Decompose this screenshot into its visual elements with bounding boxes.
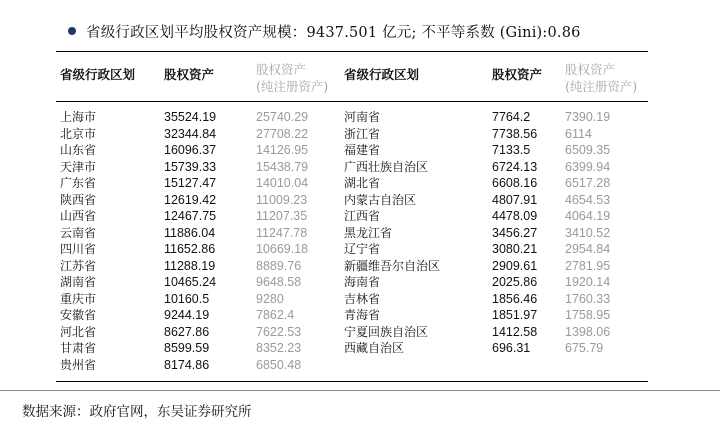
equity-cell: 2025.86	[492, 275, 538, 289]
province-cell: 黑龙江省	[344, 225, 393, 240]
equity-cell: 8627.86	[164, 324, 210, 339]
registered-equity-cell: 7862.4	[256, 308, 295, 322]
equity-cell: 11288.19	[164, 258, 216, 273]
table-row	[56, 208, 648, 225]
header-registered-right: 股权资产 (纯注册资产)	[561, 52, 648, 102]
equity-cell: 15739.33	[164, 159, 217, 174]
province-cell: 陕西省	[60, 192, 97, 207]
table-row	[56, 258, 648, 275]
registered-equity-cell: 4654.53	[565, 192, 611, 207]
equity-cell: 4807.91	[492, 192, 538, 207]
equity-cell: 9244.19	[164, 308, 210, 322]
registered-equity-cell: 1398.06	[565, 324, 611, 339]
registered-equity-cell: 675.79	[565, 341, 604, 355]
registered-equity-cell: 25740.29	[256, 110, 309, 124]
registered-equity-cell: 4064.19	[565, 209, 611, 223]
province-cell: 甘肃省	[60, 341, 97, 355]
province-cell: 安徽省	[60, 308, 97, 322]
registered-equity-cell: 3410.52	[565, 225, 611, 240]
table-row	[56, 291, 648, 308]
province-cell: 江苏省	[60, 258, 97, 273]
province-cell: 内蒙古自治区	[344, 192, 417, 207]
equity-cell: 16096.37	[164, 143, 217, 157]
table-row	[56, 126, 648, 143]
table-row	[56, 192, 648, 209]
registered-equity-cell: 6509.35	[565, 143, 611, 157]
province-cell: 贵州省	[60, 357, 97, 372]
equity-cell: 3456.27	[492, 225, 538, 240]
province-cell: 山西省	[60, 209, 97, 223]
registered-equity-cell: 1920.14	[565, 275, 611, 289]
table-row	[56, 225, 648, 242]
equity-cell	[488, 357, 561, 382]
province-cell: 辽宁省	[344, 242, 381, 256]
equity-cell: 12619.42	[164, 192, 217, 207]
table-row	[56, 274, 648, 291]
province-cell: 湖北省	[344, 176, 381, 190]
province-cell: 湖南省	[60, 275, 97, 289]
registered-equity-cell: 14126.95	[256, 143, 309, 157]
table-row	[56, 340, 648, 357]
registered-equity-cell: 15438.79	[256, 159, 309, 174]
table-row	[56, 102, 648, 126]
equity-cell: 6608.16	[492, 176, 538, 190]
province-cell: 海南省	[344, 275, 381, 289]
equity-cell: 12467.75	[164, 209, 217, 223]
province-cell: 云南省	[60, 225, 97, 240]
registered-equity-cell: 9280	[256, 291, 284, 306]
equity-cell: 1412.58	[492, 324, 538, 339]
province-cell	[340, 357, 488, 382]
province-cell: 上海市	[60, 110, 97, 124]
registered-equity-cell: 1760.33	[565, 291, 611, 306]
header-registered-left: 股权资产 (纯注册资产)	[252, 52, 340, 102]
registered-equity-cell: 11207.35	[256, 209, 308, 223]
equity-table	[56, 51, 648, 382]
registered-equity-cell: 10669.18	[256, 242, 309, 256]
registered-equity-cell: 2954.84	[565, 242, 611, 256]
equity-cell: 35524.19	[164, 110, 217, 124]
province-cell: 江西省	[344, 209, 381, 223]
registered-equity-cell	[561, 357, 648, 382]
province-cell: 浙江省	[344, 126, 381, 141]
registered-equity-cell: 11009.23	[256, 192, 308, 207]
table-row	[56, 324, 648, 341]
table-row	[56, 307, 648, 324]
equity-cell: 6724.13	[492, 159, 538, 174]
registered-equity-cell: 1758.95	[565, 308, 611, 322]
equity-cell: 1851.97	[492, 308, 538, 322]
equity-cell: 7764.2	[492, 110, 531, 124]
equity-cell: 3080.21	[492, 242, 538, 256]
equity-cell: 4478.09	[492, 209, 538, 223]
province-cell: 福建省	[344, 143, 381, 157]
table-title: 省级行政区划平均股权资产规模：9437.501 亿元; 不平等系数 (Gini):0.86	[86, 24, 581, 41]
registered-equity-cell: 8352.23	[256, 341, 302, 355]
table-row	[56, 159, 648, 176]
header-equity-left: 股权资产	[160, 52, 252, 102]
province-cell: 重庆市	[60, 291, 97, 306]
registered-equity-cell: 6114	[565, 126, 592, 141]
province-cell: 西藏自治区	[344, 341, 405, 355]
registered-equity-cell: 6517.28	[565, 176, 611, 190]
registered-equity-cell: 11247.78	[256, 225, 308, 240]
equity-cell: 1856.46	[492, 291, 538, 306]
equity-cell: 10160.5	[164, 291, 210, 306]
province-cell: 新疆维吾尔自治区	[344, 258, 441, 273]
equity-cell: 7133.5	[492, 143, 531, 157]
header-equity-right: 股权资产	[488, 52, 561, 102]
equity-cell: 10465.24	[164, 275, 217, 289]
header-province-right: 省级行政区划	[340, 52, 488, 102]
registered-equity-cell: 6399.94	[565, 159, 611, 174]
registered-equity-cell: 7622.53	[256, 324, 302, 339]
province-cell: 河北省	[60, 324, 97, 339]
equity-cell: 32344.84	[164, 126, 217, 141]
registered-equity-cell: 27708.22	[256, 126, 309, 141]
equity-cell: 8599.59	[164, 341, 210, 355]
table-title-row	[68, 20, 581, 42]
province-cell: 河南省	[344, 110, 381, 124]
province-cell: 四川省	[60, 242, 97, 256]
province-cell: 宁夏回族自治区	[344, 324, 429, 339]
equity-cell: 8174.86	[164, 357, 210, 372]
province-cell: 青海省	[344, 308, 381, 322]
equity-cell: 15127.47	[164, 176, 217, 190]
table-row	[56, 241, 648, 258]
registered-equity-cell: 14010.04	[256, 176, 309, 190]
province-cell: 广西壮族自治区	[344, 159, 429, 174]
table-header-row	[56, 52, 648, 102]
table-row	[56, 357, 648, 382]
equity-cell: 7738.56	[492, 126, 538, 141]
equity-cell: 696.31	[492, 341, 531, 355]
header-province-left: 省级行政区划	[56, 52, 160, 102]
province-cell: 吉林省	[344, 291, 381, 306]
registered-equity-cell: 7390.19	[565, 110, 611, 124]
footer-divider	[0, 390, 720, 391]
equity-cell: 11886.04	[164, 225, 216, 240]
registered-equity-cell: 8889.76	[256, 258, 302, 273]
table-row	[56, 175, 648, 192]
registered-equity-cell: 6850.48	[256, 357, 302, 372]
registered-equity-cell: 9648.58	[256, 275, 302, 289]
province-cell: 广东省	[60, 176, 97, 190]
equity-cell: 11652.86	[164, 242, 216, 256]
equity-cell: 2909.61	[492, 258, 538, 273]
data-source-note: 数据来源：政府官网，东吴证券研究所	[22, 404, 252, 420]
bullet-icon	[68, 27, 76, 35]
province-cell: 山东省	[60, 143, 97, 157]
province-cell: 天津市	[60, 159, 97, 174]
table-row	[56, 142, 648, 159]
registered-equity-cell: 2781.95	[565, 258, 611, 273]
province-cell: 北京市	[60, 126, 97, 141]
